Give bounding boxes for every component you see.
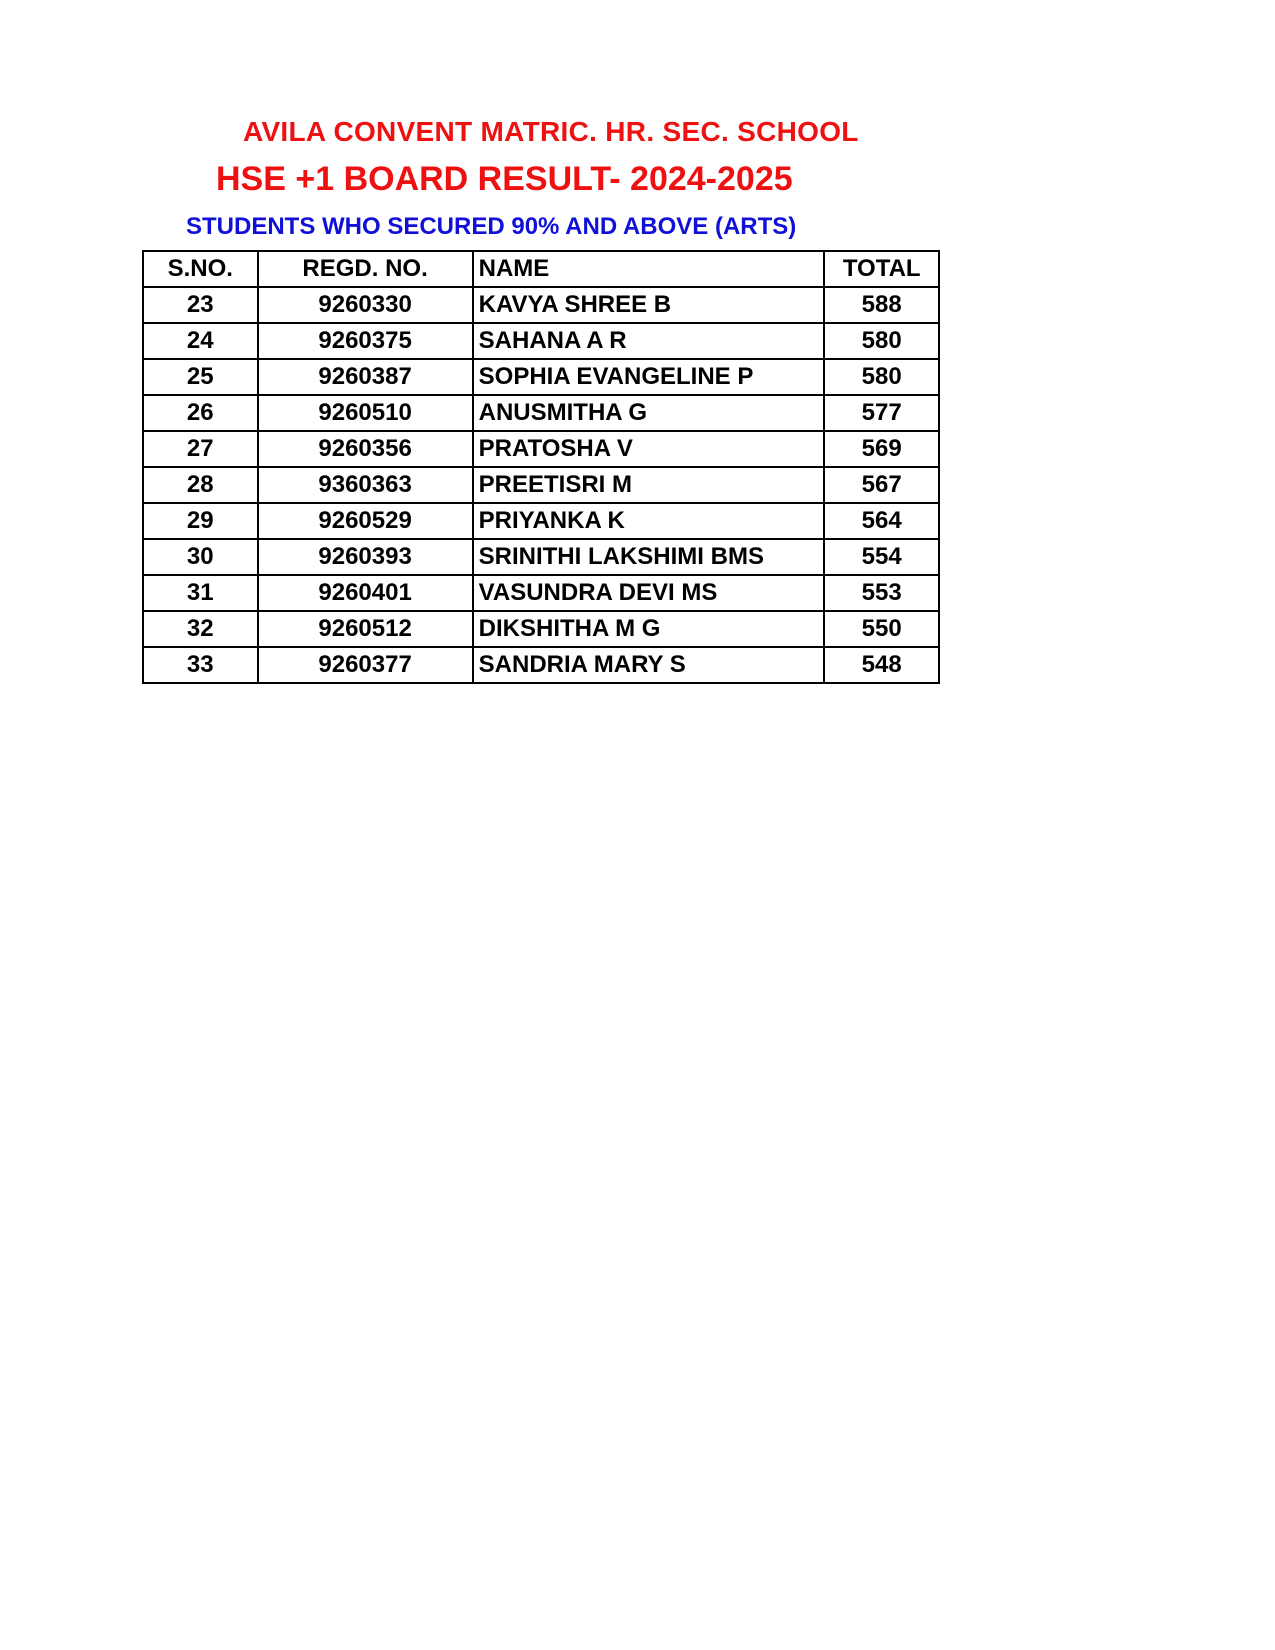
table-row <box>143 503 939 539</box>
cell-sno: 29 <box>143 503 258 539</box>
cell-regd-no: 9260377 <box>258 647 473 683</box>
cell-name: DIKSHITHA M G <box>473 611 825 647</box>
cell-name: SANDRIA MARY S <box>473 647 825 683</box>
table-row <box>143 323 939 359</box>
school-name: AVILA CONVENT MATRIC. HR. SEC. SCHOOL <box>243 116 859 147</box>
table-row <box>143 611 939 647</box>
cell-total: 588 <box>824 287 939 323</box>
cell-regd-no: 9260375 <box>258 323 473 359</box>
cell-name: SAHANA A R <box>473 323 825 359</box>
cell-total: 554 <box>824 539 939 575</box>
cell-regd-no: 9360363 <box>258 467 473 503</box>
cell-sno: 31 <box>143 575 258 611</box>
cell-name: VASUNDRA DEVI MS <box>473 575 825 611</box>
table-row <box>143 395 939 431</box>
cell-name: PRATOSHA V <box>473 431 825 467</box>
results-table <box>142 250 940 684</box>
cell-regd-no: 9260529 <box>258 503 473 539</box>
cell-sno: 28 <box>143 467 258 503</box>
cell-sno: 23 <box>143 287 258 323</box>
column-header-name: NAME <box>473 251 825 287</box>
cell-total: 550 <box>824 611 939 647</box>
table-row <box>143 431 939 467</box>
cell-total: 580 <box>824 359 939 395</box>
cell-sno: 26 <box>143 395 258 431</box>
cell-sno: 24 <box>143 323 258 359</box>
column-header-total: TOTAL <box>824 251 939 287</box>
cell-total: 569 <box>824 431 939 467</box>
cell-regd-no: 9260510 <box>258 395 473 431</box>
cell-total: 577 <box>824 395 939 431</box>
cell-name: KAVYA SHREE B <box>473 287 825 323</box>
cell-sno: 25 <box>143 359 258 395</box>
cell-sno: 33 <box>143 647 258 683</box>
table-row <box>143 647 939 683</box>
cell-regd-no: 9260512 <box>258 611 473 647</box>
cell-total: 564 <box>824 503 939 539</box>
cell-name: SOPHIA EVANGELINE P <box>473 359 825 395</box>
table-row <box>143 287 939 323</box>
cell-total: 548 <box>824 647 939 683</box>
cell-regd-no: 9260330 <box>258 287 473 323</box>
cell-sno: 27 <box>143 431 258 467</box>
table-header-row <box>143 251 939 287</box>
result-title: HSE +1 BOARD RESULT- 2024-2025 <box>216 160 793 198</box>
table-row <box>143 359 939 395</box>
cell-sno: 30 <box>143 539 258 575</box>
cell-total: 553 <box>824 575 939 611</box>
cell-regd-no: 9260356 <box>258 431 473 467</box>
cell-total: 580 <box>824 323 939 359</box>
cell-sno: 32 <box>143 611 258 647</box>
cell-regd-no: 9260393 <box>258 539 473 575</box>
cell-name: SRINITHI LAKSHIMI BMS <box>473 539 825 575</box>
cell-name: PREETISRI M <box>473 467 825 503</box>
column-header-regd-no: REGD. NO. <box>258 251 473 287</box>
subtitle: STUDENTS WHO SECURED 90% AND ABOVE (ARTS) <box>186 213 797 240</box>
table-row <box>143 467 939 503</box>
cell-name: PRIYANKA K <box>473 503 825 539</box>
cell-total: 567 <box>824 467 939 503</box>
table-row <box>143 539 939 575</box>
cell-regd-no: 9260387 <box>258 359 473 395</box>
column-header-sno: S.NO. <box>143 251 258 287</box>
table-row <box>143 575 939 611</box>
cell-name: ANUSMITHA G <box>473 395 825 431</box>
cell-regd-no: 9260401 <box>258 575 473 611</box>
